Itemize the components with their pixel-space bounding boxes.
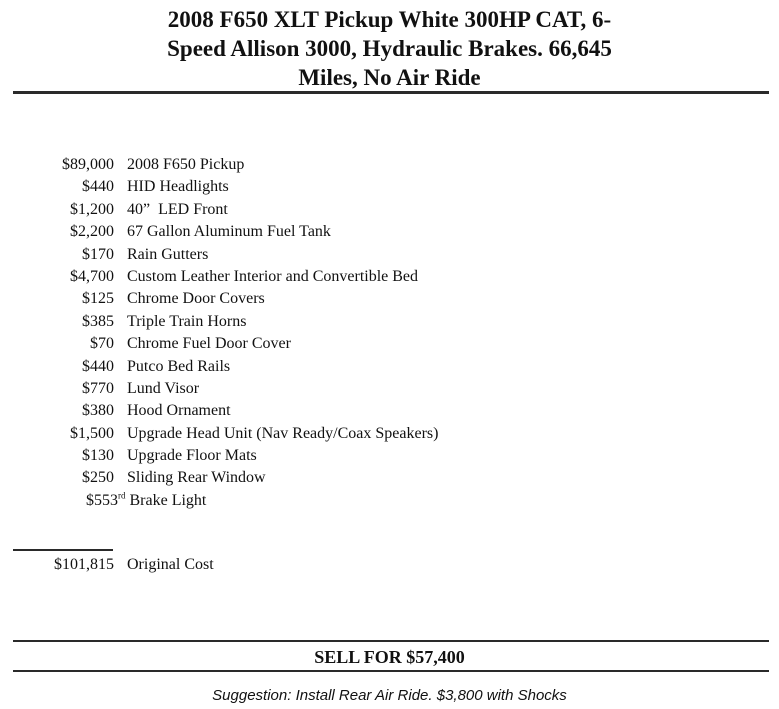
list-item (0, 400, 779, 422)
item-description: 67 Gallon Aluminum Fuel Tank (127, 223, 331, 241)
item-description: Lund Visor (127, 379, 200, 397)
item-description: 2008 F650 Pickup (127, 156, 245, 173)
item-description: HID Headlights (127, 178, 229, 196)
item-price: $130 (82, 447, 114, 465)
list-item (0, 311, 779, 333)
item-description: Sliding Rear Window (127, 469, 266, 487)
item-price: $385 (82, 312, 114, 330)
title-line-2: Speed Allison 3000, Hydraulic Brakes. 66,645 (167, 36, 612, 61)
sell-divider-bottom (13, 670, 769, 672)
item-price: $89,000 (62, 156, 114, 173)
total-description: Original Cost (127, 556, 214, 573)
item-price: $440 (82, 178, 114, 196)
item-price: $125 (82, 290, 114, 308)
item-price: $1,200 (70, 200, 114, 218)
item-description: Triple Train Horns (127, 312, 247, 330)
sell-price-heading: SELL FOR $57,400 (314, 647, 465, 667)
brake-light-entry (86, 490, 206, 512)
list-item (0, 176, 779, 198)
title-divider (13, 91, 769, 94)
item-description: Upgrade Head Unit (Nav Ready/Coax Speakers) (127, 424, 439, 442)
item-description: 40” LED Front (127, 200, 228, 218)
item-price: $380 (82, 402, 114, 420)
list-item-brake-light (0, 490, 779, 512)
item-price: $70 (90, 335, 114, 353)
list-item (0, 266, 779, 288)
item-description: Rain Gutters (127, 245, 209, 263)
list-item (0, 445, 779, 467)
brake-light-description: Brake Light (129, 491, 207, 509)
price-list (0, 154, 779, 512)
item-price: $4,700 (70, 267, 114, 285)
item-price: $2,200 (70, 223, 114, 241)
title-line-1: 2008 F650 XLT Pickup White 300HP CAT, 6- (167, 7, 612, 32)
document-title (0, 5, 779, 92)
brake-light-ordinal: rd (118, 490, 126, 501)
list-item (0, 221, 779, 243)
list-item (0, 423, 779, 445)
list-item (0, 154, 779, 176)
item-price: $1,500 (70, 424, 114, 442)
total-price: $101,815 (54, 556, 114, 573)
item-price: $770 (82, 379, 114, 397)
brake-light-number: 3 (110, 491, 118, 509)
item-price: $250 (82, 469, 114, 487)
suggestion-note: Suggestion: Install Rear Air Ride. $3,800 with Shocks (212, 687, 567, 704)
item-description: Hood Ornament (127, 402, 231, 420)
item-price: $440 (82, 357, 114, 375)
list-item (0, 378, 779, 400)
list-item (0, 244, 779, 266)
item-description: Custom Leather Interior and Convertible Bed (127, 267, 419, 285)
item-description: Chrome Door Covers (127, 290, 265, 308)
item-description: Chrome Fuel Door Cover (127, 335, 291, 353)
list-item (0, 467, 779, 489)
list-item (0, 288, 779, 310)
subtotal-underline (13, 549, 113, 551)
list-item (0, 356, 779, 378)
title-line-3: Miles, No Air Ride (298, 65, 481, 90)
item-price: $170 (82, 245, 114, 263)
list-item (0, 199, 779, 221)
sell-divider-top (13, 640, 769, 642)
list-item (0, 333, 779, 355)
brake-light-price: $55 (86, 491, 110, 509)
item-description: Putco Bed Rails (127, 357, 231, 375)
total-row (0, 554, 779, 576)
item-description: Upgrade Floor Mats (127, 447, 257, 465)
